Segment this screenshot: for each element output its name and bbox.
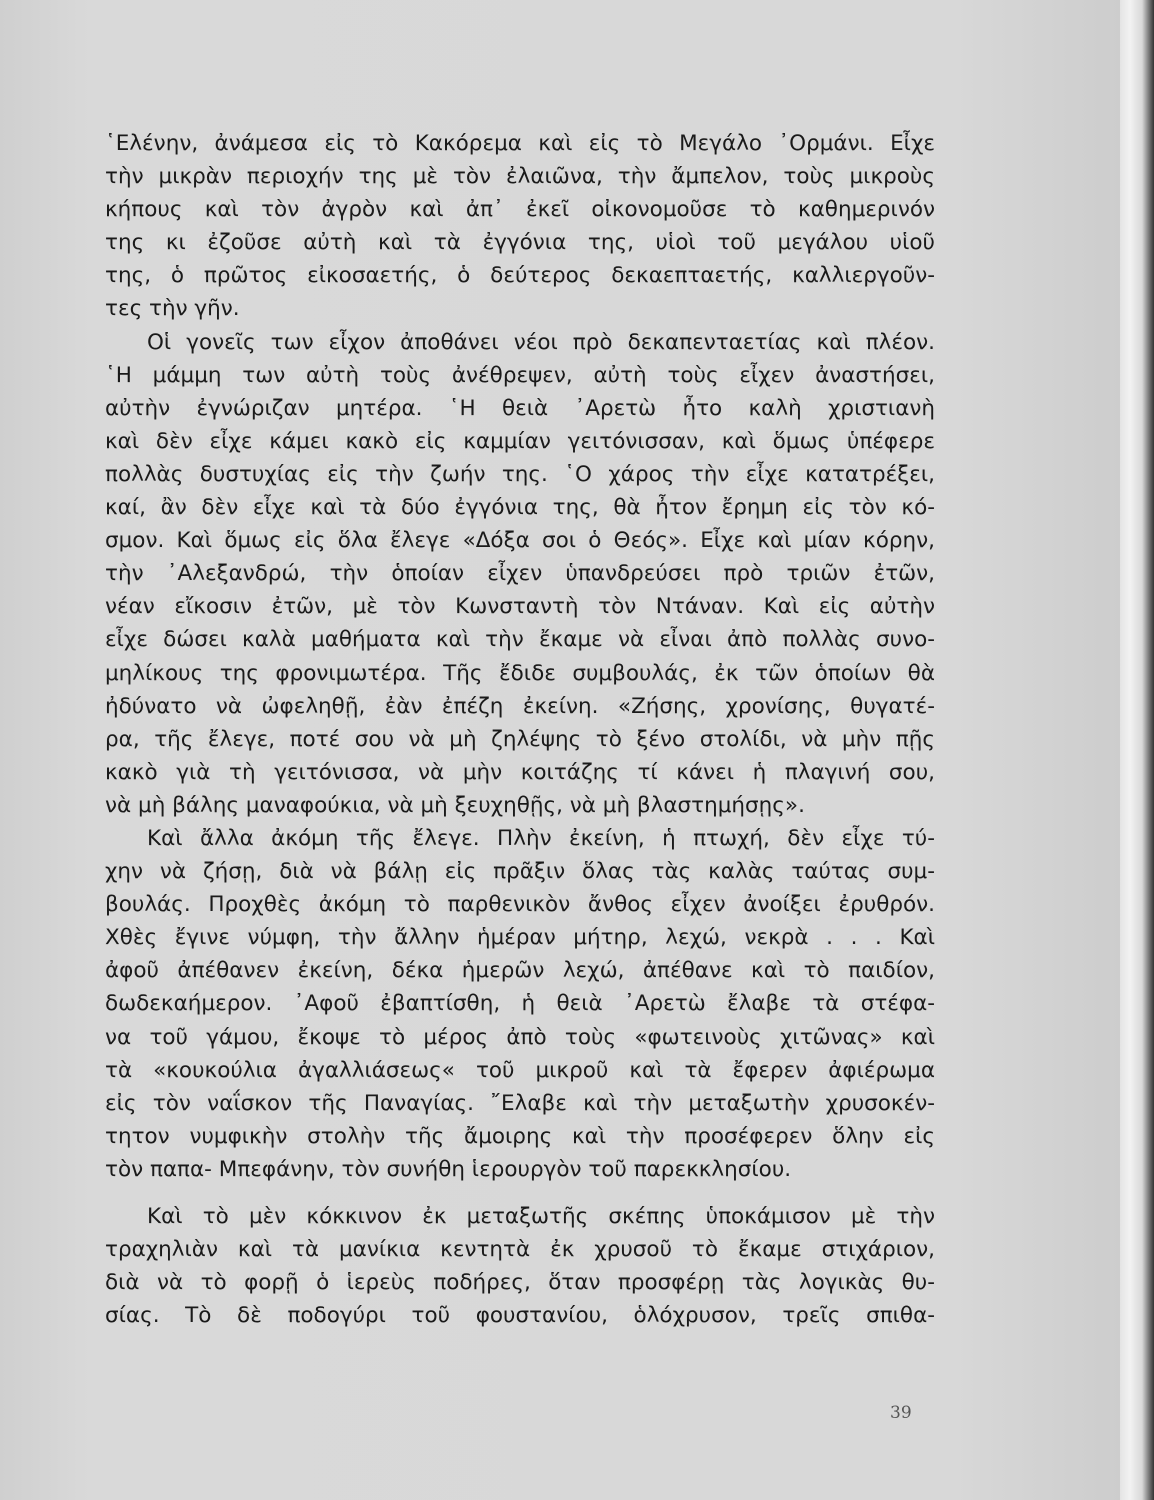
text-line: εἶχε δώσει καλὰ μαθήματα καὶ τὴν ἔκαμε νὰ εἶναι ἀπὸ πολλὰς συνο-	[105, 627, 935, 653]
text-line: να τοῦ γάμου, ἔκοψε τὸ μέρος ἀπὸ τοὺς «φωτεινοὺς χιτῶνας» καὶ	[105, 1024, 935, 1050]
text-line: τὰ «κουκούλια ἀγαλλιάσεως« τοῦ μικροῦ καὶ τὰ ἔφερεν ἀφιέρωμα	[105, 1057, 935, 1083]
text-line: καί, ἂν δὲν εἶχε καὶ τὰ δύο ἐγγόνια της, θὰ ἦτον ἔρημη εἰς τὸν κό-	[105, 495, 935, 521]
text-line: ἠδύνατο νὰ ὠφεληθῇ, ἐὰν ἐπέζη ἐκείνη. «Ζήσης, χρονίσης, θυγατέ-	[105, 693, 935, 719]
paragraph-3	[105, 822, 935, 1186]
text-line: της κι ἐζοῦσε αὐτὴ καὶ τὰ ἐγγόνια της, υἱοὶ τοῦ μεγάλου υἱοῦ	[105, 230, 935, 256]
body-text	[105, 127, 935, 1332]
text-line: τες τὴν γῆν.	[105, 296, 240, 322]
text-line: Χθὲς ἔγινε νύμφη, τὴν ἄλλην ἡμέραν μήτηρ, λεχώ, νεκρὰ . . . Καὶ	[105, 925, 935, 951]
text-line: χην νὰ ζήσῃ, διὰ νὰ βάλῃ εἰς πρᾶξιν ὅλας τὰς καλὰς ταύτας συμ-	[105, 859, 935, 885]
page-number: 39	[890, 1403, 912, 1423]
text-line: κήπους καὶ τὸν ἀγρὸν καὶ ἀπ᾿ ἐκεῖ οἰκονομοῦσε τὸ καθημερινόν	[105, 197, 935, 223]
paragraph-2	[105, 326, 935, 822]
paragraph-4	[105, 1200, 935, 1332]
text-line: ρα, τῆς ἔλεγε, ποτέ σου νὰ μὴ ζηλέψης τὸ ξένο στολίδι, νὰ μὴν πῇς	[105, 726, 935, 752]
text-line: νὰ μὴ βάλης μαναφούκια, νὰ μὴ ξευχηθῇς, νὰ μὴ βλαστημήσῃς».	[105, 792, 805, 818]
text-line: τὴν ᾿Αλεξανδρώ, τὴν ὁποίαν εἶχεν ὑπανδρεύσει πρὸ τριῶν ἐτῶν,	[105, 561, 935, 587]
text-line: βουλάς. Προχθὲς ἀκόμη τὸ παρθενικὸν ἄνθος εἶχεν ἀνοίξει ἐρυθρόν.	[105, 892, 935, 918]
paragraph-gap	[105, 1186, 935, 1200]
text-line: πολλὰς δυστυχίας εἰς τὴν ζωήν της. ῾Ο χάρος τὴν εἶχε κατατρέξει,	[105, 461, 935, 487]
text-line: σμον. Καὶ ὅμως εἰς ὅλα ἔλεγε «Δόξα σοι ὁ Θεός». Εἶχε καὶ μίαν κόρην,	[105, 528, 935, 554]
text-line: ἀφοῦ ἀπέθανεν ἐκείνη, δέκα ἡμερῶν λεχώ, ἀπέθανε καὶ τὸ παιδίον,	[105, 958, 935, 984]
text-line: διὰ νὰ τὸ φορῇ ὁ ἱερεὺς ποδήρες, ὅταν προσφέρῃ τὰς λογικὰς θυ-	[105, 1270, 935, 1296]
text-line: ῾Η μάμμη των αὐτὴ τοὺς ἀνέθρεψεν, αὐτὴ τοὺς εἶχεν ἀναστήσει,	[105, 362, 935, 388]
text-line: Καὶ τὸ μὲν κόκκινον ἐκ μεταξωτῆς σκέπης ὑποκάμισον μὲ τὴν	[147, 1204, 935, 1229]
text-line: τραχηλιὰν καὶ τὰ μανίκια κεντητὰ ἐκ χρυσοῦ τὸ ἔκαμε στιχάριον,	[105, 1237, 935, 1263]
text-line: της, ὁ πρῶτος εἰκοσαετής, ὁ δεύτερος δεκαεπταετής, καλλιεργοῦν-	[105, 263, 935, 289]
page-edge	[1120, 0, 1154, 1500]
text-line: τὴν μικρὰν περιοχήν της μὲ τὸν ἐλαιῶνα, τὴν ἄμπελον, τοὺς μικροὺς	[105, 164, 935, 190]
text-line: κακὸ γιὰ τὴ γειτόνισσα, νὰ μὴν κοιτάζης τί κάνει ἡ πλαγινή σου,	[105, 759, 935, 785]
text-line: Οἱ γονεῖς των εἶχον ἀποθάνει νέοι πρὸ δεκαπενταετίας καὶ πλέον.	[147, 329, 935, 355]
text-line: ῾Ελένην, ἀνάμεσα εἰς τὸ Κακόρεμα καὶ εἰς τὸ Μεγάλο ᾿Ορμάνι. Εἶχε	[105, 131, 935, 156]
text-line: σίας. Τὸ δὲ ποδογύρι τοῦ φουστανίου, ὁλόχρυσον, τρεῖς σπιθα-	[105, 1303, 935, 1329]
paragraph-1	[105, 127, 935, 326]
text-line: εἰς τὸν ναΐσκον τῆς Παναγίας. ῎Ελαβε καὶ τὴν μεταξωτὴν χρυσοκέν-	[105, 1090, 935, 1116]
text-line: τητον νυμφικὴν στολὴν τῆς ἄμοιρης καὶ τὴν προσέφερεν ὅλην εἰς	[105, 1123, 935, 1149]
text-line: μηλίκους της φρονιμωτέρα. Τῆς ἔδιδε συμβουλάς, ἐκ τῶν ὁποίων θὰ	[105, 660, 935, 686]
text-line: τὸν παπα- Μπεφάνην, τὸν συνήθη ἱερουργὸν τοῦ παρεκκλησίου.	[105, 1156, 792, 1182]
text-line: αὐτὴν ἐγνώριζαν μητέρα. ῾Η θειὰ ᾿Αρετὼ ἦτο καλὴ χριστιανὴ	[105, 395, 935, 421]
text-line: καὶ δὲν εἶχε κάμει κακὸ εἰς καμμίαν γειτόνισσαν, καὶ ὅμως ὑπέφερε	[105, 428, 935, 454]
text-line: Καὶ ἄλλα ἀκόμη τῆς ἔλεγε. Πλὴν ἐκείνη, ἡ πτωχή, δὲν εἶχε τύ-	[147, 825, 935, 851]
text-line: δωδεκαήμερον. ᾿Αφοῦ ἐβαπτίσθη, ἡ θειὰ ᾿Αρετὼ ἔλαβε τὰ στέφα-	[105, 991, 935, 1017]
text-line: νέαν εἴκοσιν ἐτῶν, μὲ τὸν Κωνσταντὴ τὸν Ντάναν. Καὶ εἰς αὐτὴν	[105, 594, 935, 620]
